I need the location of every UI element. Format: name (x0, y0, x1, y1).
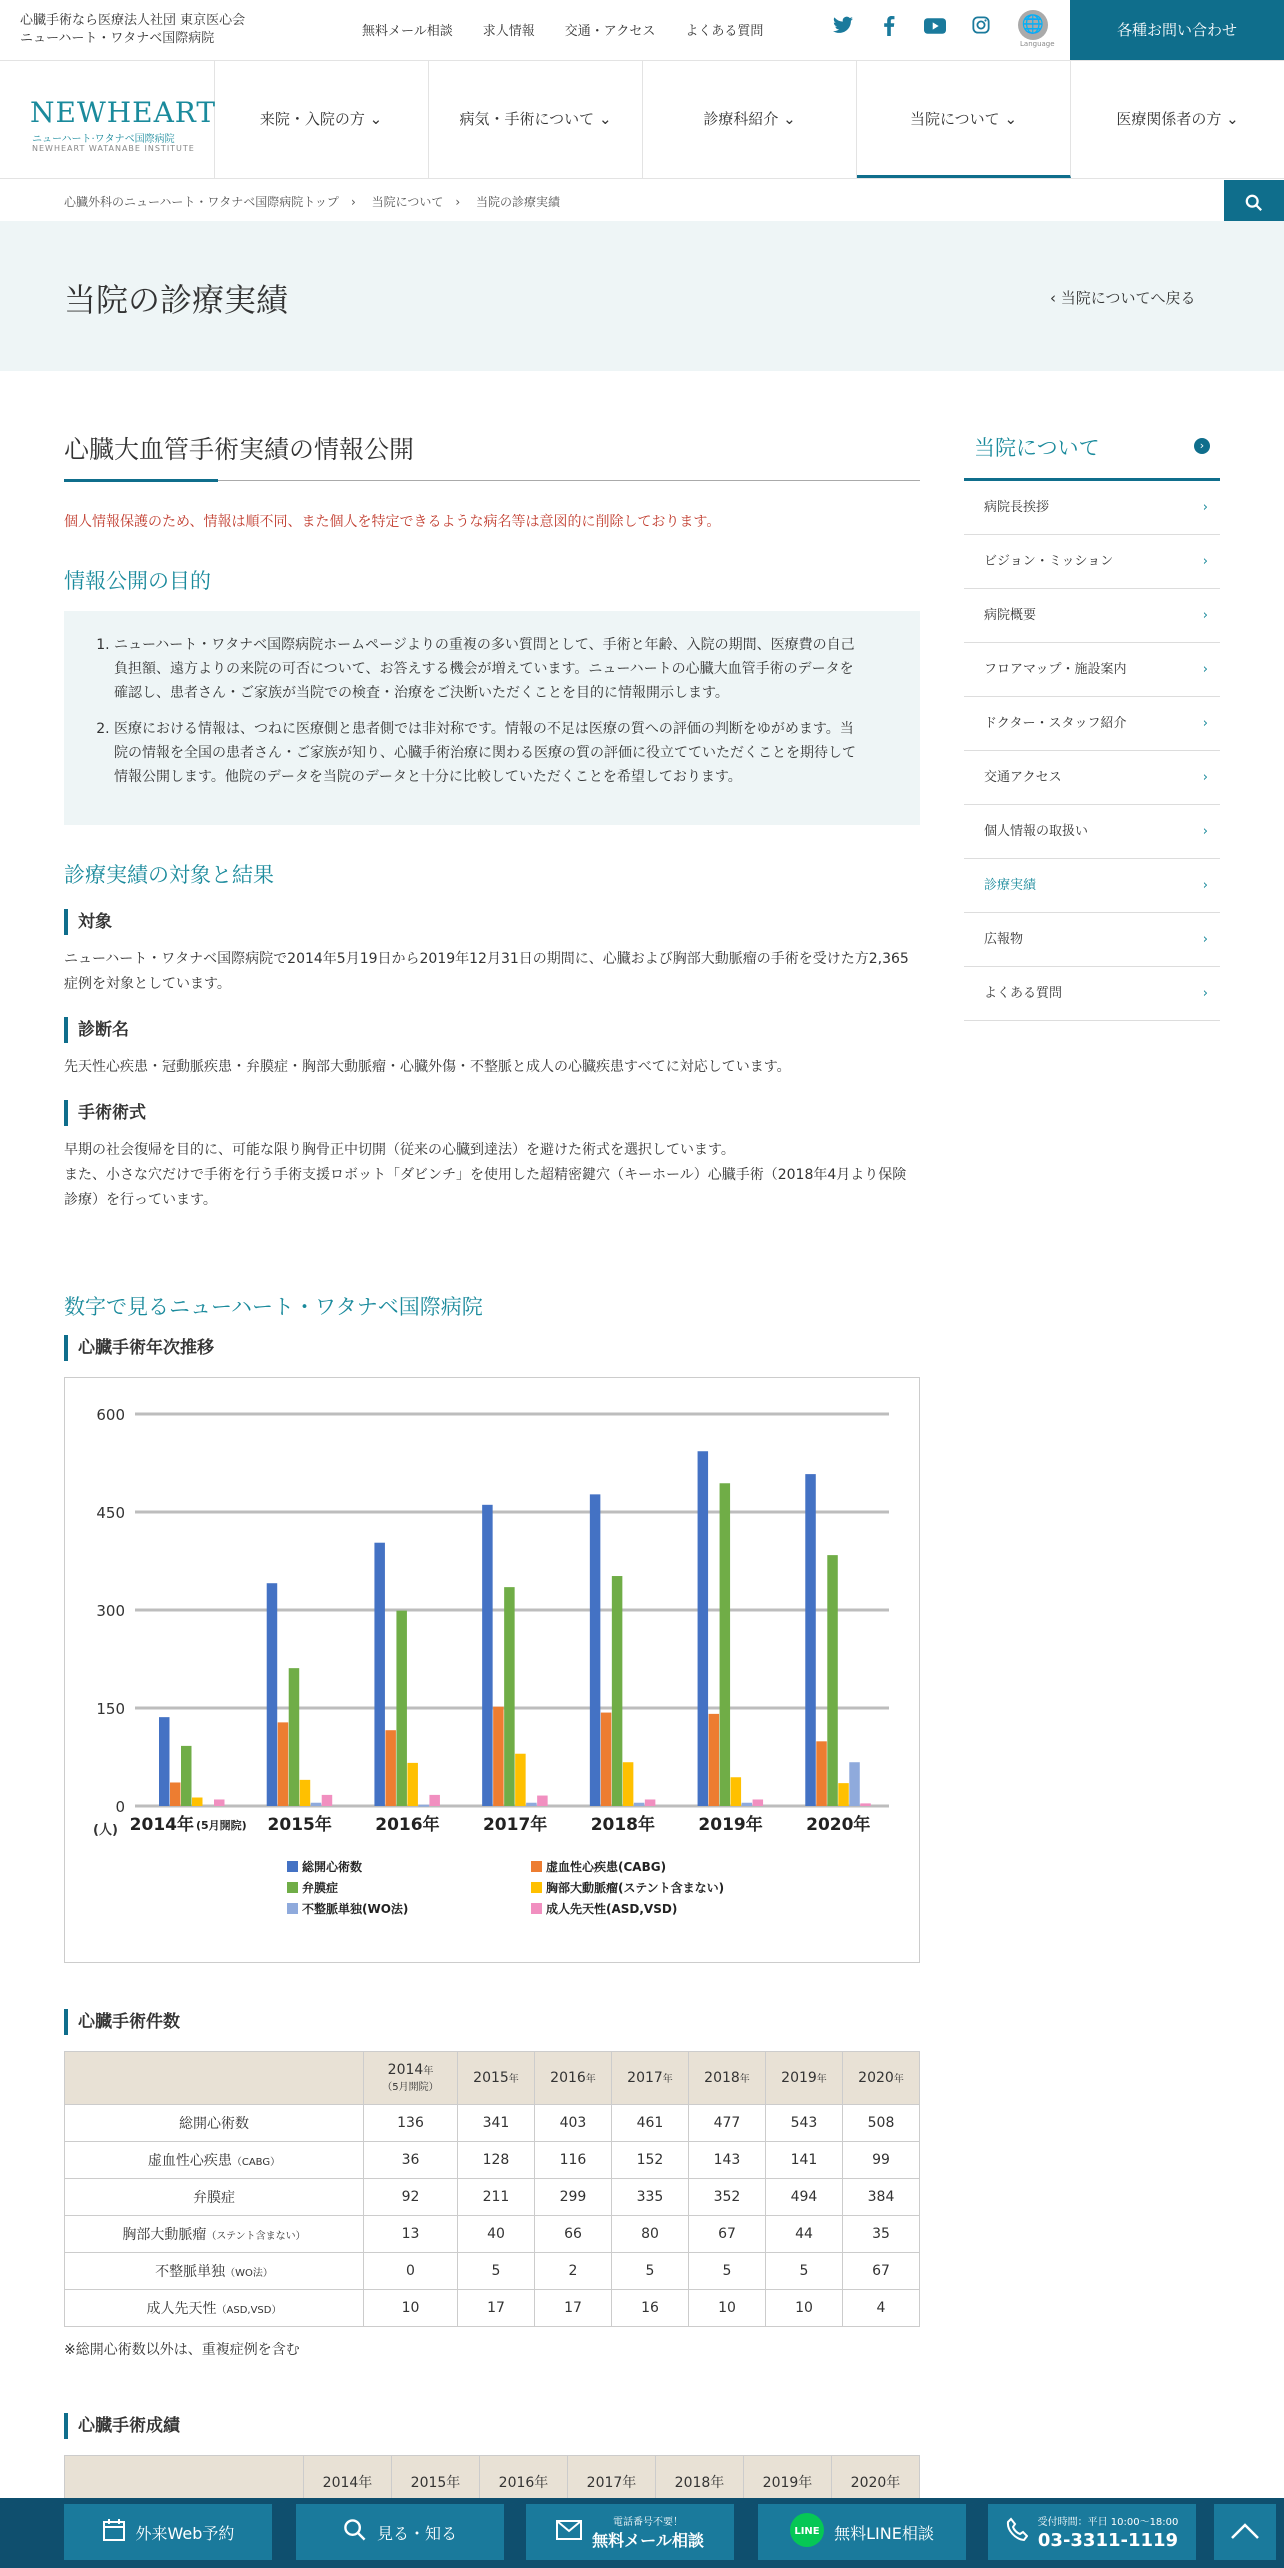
page-hero (0, 221, 1284, 371)
year-suffix: 年 (423, 2066, 434, 2077)
chart-bar (322, 1795, 333, 1806)
privacy-notice: 個人情報保護のため、情報は順不同、また個人を特定できるような病名等は意図的に削除しております。 (64, 514, 721, 530)
legend-swatch (287, 1861, 298, 1872)
legend-swatch (287, 1882, 298, 1893)
diagnosis-text: 先天性心疾患・冠動脈疾患・弁膜症・胸部大動脈瘤・心臓外傷・不整脈と成人の心臓疾患すべてに対応しています。 (64, 1059, 791, 1075)
nav-label: 来院・入院の方 (259, 110, 365, 128)
sidebar-item-label: 個人情報の取扱い (984, 824, 1089, 839)
chevron-right-icon: › (1202, 500, 1208, 515)
chevron-right-icon: › (1202, 554, 1208, 569)
sidebar-item-label: 診療実績 (984, 878, 1037, 893)
table-cell: 141 (765, 2142, 842, 2179)
table-cell: 2 (534, 2253, 611, 2290)
legend-swatch (531, 1882, 542, 1893)
top-link-faq[interactable]: よくある質問 (685, 24, 764, 39)
row-label (65, 2142, 364, 2179)
table-cell: 477 (688, 2105, 765, 2142)
table-cell: 5 (457, 2253, 534, 2290)
breadcrumb-current: 当院の診療実績 (475, 195, 560, 209)
line-consult-button[interactable] (758, 2504, 966, 2560)
year-value: 2020 (858, 2070, 894, 2086)
table-cell: 10 (364, 2290, 458, 2327)
chart-bar (720, 1483, 731, 1806)
mail-consult-text (592, 2514, 704, 2550)
table-cell: 92 (364, 2179, 458, 2216)
phone-text (1038, 2514, 1179, 2550)
table-cell: 10 (688, 2290, 765, 2327)
back-link-label: 当院についてへ戻る (1060, 289, 1196, 307)
chart-bar (407, 1763, 418, 1806)
chart-bar (537, 1796, 548, 1806)
chart-bar (827, 1555, 838, 1806)
row-label-text: 弁膜症 (193, 2190, 235, 2206)
table-year-header (611, 2052, 688, 2105)
chart-bar (838, 1783, 849, 1806)
table-footnote: ※総開心術数以外は、重複症例を含む (64, 2342, 300, 2358)
org-line-2: ニューハート・ワタナベ国際病院 (20, 31, 215, 46)
legend-label: 胸部大動脈瘤(ステント含まない) (546, 1881, 725, 1895)
outcomes-year-header: 2016年 (480, 2456, 568, 2509)
table-cell: 17 (457, 2290, 534, 2327)
year-value: 2014 (387, 2062, 424, 2078)
table-cell: 99 (842, 2142, 919, 2179)
outcomes-year-header: 2018年 (656, 2456, 744, 2509)
year-suffix: 年 (816, 2074, 827, 2085)
table-cell: 116 (534, 2142, 611, 2179)
y-tick-label: 300 (96, 1602, 125, 1620)
table-row (65, 2179, 920, 2216)
purpose-item: 2. 医療における情報は、つねに医療側と患者側では非対称です。情報の不足は医療の質への評価の判断をゆがめます。当院の情報を全国の患者さん・ご家族が知り、心臓手術治療に関わる医療の質の評価に役立てていただくことを期待して情報公開します。他院のデータを当院のデータと十分に比較していただくことを希望しております。 (114, 717, 866, 789)
chart-bar (709, 1714, 720, 1806)
table-cell: 461 (611, 2105, 688, 2142)
chevron-down-icon: ⌄ (783, 110, 796, 128)
top-link-jobs[interactable]: 求人情報 (482, 24, 535, 39)
outcomes-year-header: 2019年 (744, 2456, 832, 2509)
chevron-left-icon: ‹ (1050, 289, 1056, 307)
nav-label: 医療関係者の方 (1116, 110, 1222, 128)
table-cell: 80 (611, 2216, 688, 2253)
year-note: （5月開院） (382, 2082, 439, 2093)
chart-bar (731, 1777, 742, 1806)
mail-consult-button[interactable] (526, 2504, 734, 2560)
x-tick-label: 2015年 (267, 1815, 332, 1835)
sidebar-item-label: 交通アクセス (984, 770, 1062, 785)
phone-button[interactable] (988, 2504, 1196, 2560)
technique-heading: 手術術式 (64, 1100, 920, 1126)
nav-departments[interactable] (643, 60, 857, 178)
chevron-right-icon: › (1202, 878, 1208, 893)
table-year-header (534, 2052, 611, 2105)
table-year-header (364, 2052, 458, 2105)
chart-bar (267, 1583, 278, 1806)
chart-bar (645, 1799, 656, 1806)
contact-button[interactable]: 各種お問い合わせ (1070, 0, 1284, 60)
surgery-chart-svg (65, 1378, 919, 1962)
chart-bar (742, 1803, 753, 1806)
year-value: 2017 (627, 2070, 663, 2086)
legend-swatch (287, 1903, 298, 1914)
x-tick-label: 2019年 (698, 1815, 763, 1835)
numbers-heading: 数字で見るニューハート・ワタナベ国際病院 (64, 1295, 483, 1319)
sidebar-item-label: よくある質問 (984, 986, 1063, 1001)
chart-bar (753, 1799, 764, 1806)
year-suffix: 年 (508, 2074, 519, 2085)
table-cell: 341 (457, 2105, 534, 2142)
top-link-access[interactable]: 交通・アクセス (564, 24, 656, 39)
sidebar-item-label: 病院概要 (984, 608, 1037, 623)
table-cell: 352 (688, 2179, 765, 2216)
logo-main-text: NEWHEART (30, 96, 217, 129)
year-value: 2018 (704, 2070, 740, 2086)
line-consult-label: 無料LINE相談 (834, 2523, 934, 2543)
chart-bar (300, 1780, 311, 1806)
sidebar-title-label: 当院について (974, 436, 1100, 460)
table-cell: 543 (765, 2105, 842, 2142)
x-tick-label: 2018年 (590, 1815, 656, 1835)
chevron-right-icon: › (1202, 986, 1208, 1001)
org-line-1: 心臓手術なら医療法人社団 東京医心会 (20, 13, 246, 28)
legend-label: 虚血性心疾患(CABG) (546, 1860, 667, 1874)
site-logo[interactable] (0, 60, 215, 178)
sidebar-item-label: ドクター・スタッフ紹介 (984, 716, 1127, 731)
table-cell: 16 (611, 2290, 688, 2327)
row-label-text: 成人先天性 (146, 2301, 217, 2317)
chart-bar (805, 1474, 816, 1806)
chevron-right-icon: › (1202, 770, 1208, 785)
purpose-box (64, 611, 920, 825)
chevron-right-icon: › (1202, 608, 1208, 623)
table-cell: 335 (611, 2179, 688, 2216)
table-heading: 心臓手術件数 (64, 2009, 920, 2035)
table-cell: 5 (688, 2253, 765, 2290)
chart-bar (214, 1799, 225, 1806)
twitter-icon[interactable] (830, 16, 856, 42)
sidebar-item-label: 広報物 (984, 932, 1024, 947)
sidebar-item[interactable] (964, 481, 1220, 535)
year-suffix: 年 (585, 2074, 596, 2085)
breadcrumb-about[interactable]: 当院について (371, 195, 444, 209)
chart-bar (612, 1576, 623, 1806)
table-cell: 152 (611, 2142, 688, 2179)
phone-hours: 受付時間：平日 10:00～18:00 (1037, 2517, 1179, 2528)
target-text: ニューハート・ワタナベ国際病院で2014年5月19日から2019年12月31日の期間に、心臓および胸部大動脈瘤の手術を受けた方2,365症例を対象としています。 (64, 951, 909, 992)
technique-text (64, 1138, 920, 1213)
technique-text-1: 早期の社会復帰を目的に、可能な限り胸骨正中切開（従来の心臓到達法）を避けた術式を選択しています。 (64, 1142, 735, 1158)
chevron-right-icon: › (1202, 824, 1208, 839)
row-label (65, 2105, 364, 2142)
surgery-count-table (64, 2051, 920, 2327)
diagnosis-heading: 診断名 (64, 1017, 920, 1043)
chart-bar (816, 1741, 827, 1806)
table-year-header (765, 2052, 842, 2105)
calendar-icon (102, 2518, 126, 2547)
language-globe-icon[interactable]: 🌐 (1018, 10, 1048, 40)
mail-consult-label: 無料メール相談 (592, 2531, 704, 2550)
chart-bar (634, 1803, 645, 1806)
main-content (64, 370, 920, 2509)
nav-label: 当院について (909, 110, 1000, 128)
sidebar-item[interactable] (964, 967, 1220, 1021)
web-reservation-button[interactable] (64, 2504, 272, 2560)
sidebar-item[interactable] (964, 913, 1220, 967)
chart-bar (385, 1730, 396, 1806)
nav-label: 病気・手術について (459, 110, 595, 128)
logo-en-text: NEWHEART WATANABE INSTITUTE (32, 144, 195, 153)
x-tick-label: 2020年 (806, 1815, 871, 1835)
web-reservation-label: 外来Web予約 (135, 2523, 235, 2543)
sidebar-item[interactable] (964, 697, 1220, 751)
chart-bar (860, 1803, 871, 1806)
table-cell: 136 (364, 2105, 458, 2142)
purpose-heading: 情報公開の目的 (64, 569, 211, 593)
chevron-right-circle-icon: › (1194, 438, 1210, 454)
sidebar (964, 420, 1220, 1021)
chevron-right-icon: › (1202, 932, 1208, 947)
search-icon (1245, 196, 1263, 217)
table-cell: 36 (364, 2142, 458, 2179)
chart-bar (493, 1707, 504, 1806)
sidebar-item[interactable] (964, 805, 1220, 859)
row-label (65, 2216, 364, 2253)
logo-jp-text: ニューハート·ワタナベ国際病院 (32, 134, 175, 145)
sidebar-item-label: フロアマップ・施設案内 (984, 662, 1127, 677)
chevron-right-icon: › (1202, 662, 1208, 677)
target-heading: 対象 (64, 909, 920, 935)
svg-text:LINE: LINE (794, 2525, 820, 2537)
nav-professionals[interactable] (1071, 60, 1284, 178)
outcomes-year-header: 2014年 (304, 2456, 392, 2509)
row-label (65, 2179, 364, 2216)
chart-bar (526, 1803, 537, 1806)
year-suffix: 年 (893, 2074, 904, 2085)
chart-bar (849, 1762, 860, 1806)
sidebar-item[interactable] (964, 535, 1220, 589)
search-icon (343, 2518, 367, 2547)
chart-bar (698, 1451, 709, 1806)
table-cell: 67 (842, 2253, 919, 2290)
purpose-item: 1. ニューハート・ワタナベ国際病院ホームページよりの重複の多い質問として、手術と年齢、入院の期間、医療費の自己負担額、遠方よりの来院の可否について、お答えする機会が増えています。ニューハートの心臓大血管手術のデータを確認し、患者さん・ご家族が当院での検査・治療をご決断いただくことを目的に情報開示します。 (114, 633, 866, 705)
youtube-icon[interactable] (922, 16, 948, 42)
chart-bar (601, 1713, 612, 1806)
chart-bar (429, 1795, 440, 1806)
table-year-header (842, 2052, 919, 2105)
facebook-icon[interactable] (876, 16, 902, 42)
chevron-down-icon: ⌄ (1226, 110, 1239, 128)
row-label-sub: （CABG） (231, 2157, 281, 2168)
table-cell: 5 (611, 2253, 688, 2290)
x-tick-label: 2014年 (129, 1815, 194, 1835)
table-year-header (457, 2052, 534, 2105)
y-tick-label: 150 (96, 1700, 125, 1718)
table-header-row (65, 2052, 920, 2105)
table-cell: 494 (765, 2179, 842, 2216)
phone-icon (1006, 2517, 1028, 2548)
outcomes-year-header: 2015年 (392, 2456, 480, 2509)
table-cell: 211 (457, 2179, 534, 2216)
table-cell: 384 (842, 2179, 919, 2216)
chart-bar (181, 1746, 192, 1806)
table-cell: 403 (534, 2105, 611, 2142)
mail-consult-sublabel: 電話番号不要！ (613, 2517, 683, 2528)
row-label-text: 総開心術数 (179, 2116, 249, 2132)
page-title: 当院の診療実績 (64, 281, 289, 319)
x-tick-label: 2017年 (482, 1815, 548, 1835)
bottom-bar (0, 2498, 1284, 2568)
outcomes-year-header: 2017年 (568, 2456, 656, 2509)
table-row (65, 2216, 920, 2253)
chart-bar (159, 1717, 170, 1806)
chart-bar (192, 1798, 203, 1806)
surgery-chart (64, 1377, 920, 1963)
row-label-sub: （ステント含まない） (206, 2231, 306, 2242)
legend-label: 弁膜症 (302, 1881, 339, 1895)
chart-bar (289, 1668, 300, 1806)
year-suffix: 年 (662, 2074, 673, 2085)
sidebar-item[interactable] (964, 643, 1220, 697)
nav-diseases[interactable] (429, 60, 643, 178)
table-cell: 4 (842, 2290, 919, 2327)
table-cell: 299 (534, 2179, 611, 2216)
chart-bar (278, 1722, 289, 1806)
table-cell: 40 (457, 2216, 534, 2253)
top-links (362, 20, 793, 39)
yearly-heading: 心臓手術年次推移 (64, 1335, 920, 1361)
table-cell: 10 (765, 2290, 842, 2327)
table-row (65, 2105, 920, 2142)
row-label-sub: （WO法） (225, 2268, 273, 2279)
sidebar-item-label: 病院長挨拶 (984, 500, 1050, 515)
table-cell: 0 (364, 2253, 458, 2290)
results-heading: 診療実績の対象と結果 (64, 863, 274, 887)
chart-bar (590, 1494, 601, 1806)
back-link[interactable] (1050, 287, 1195, 308)
main-nav (0, 60, 1284, 179)
row-label (65, 2253, 364, 2290)
nav-label: 診療科紹介 (703, 110, 779, 128)
first-category-note: (5月開院) (196, 1819, 247, 1832)
sidebar-title[interactable] (964, 420, 1220, 481)
chart-bar (396, 1611, 407, 1806)
chart-bar (482, 1505, 493, 1806)
instagram-icon[interactable] (968, 16, 994, 42)
row-label-text: 不整脈単独 (155, 2264, 226, 2280)
chart-bar (311, 1803, 322, 1806)
chart-bar (418, 1805, 429, 1807)
y-tick-label: 600 (96, 1406, 125, 1424)
table-cell: 66 (534, 2216, 611, 2253)
row-label-text: 胸部大動脈瘤 (122, 2227, 207, 2243)
table-row (65, 2142, 920, 2179)
chart-bar (374, 1543, 385, 1806)
x-tick-label: 2016年 (375, 1815, 440, 1835)
table-cell: 13 (364, 2216, 458, 2253)
legend-label: 総開心術数 (302, 1860, 363, 1874)
legend-swatch (531, 1861, 542, 1872)
table-row (65, 2290, 920, 2327)
chart-bar (623, 1762, 634, 1806)
outcomes-heading: 心臓手術成績 (64, 2413, 920, 2439)
scroll-top-button[interactable] (1214, 2504, 1276, 2560)
legend-label: 成人先天性(ASD,VSD) (546, 1902, 678, 1916)
chart-bar (504, 1587, 514, 1806)
row-label-sub: （ASD,VSD） (216, 2305, 282, 2316)
chevron-right-icon: › (1202, 716, 1208, 731)
section-title: 心臓大血管手術実績の情報公開 (64, 430, 920, 481)
chart-bar (515, 1754, 526, 1806)
table-cell: 128 (457, 2142, 534, 2179)
view-learn-label: 見る・知る (376, 2523, 457, 2543)
top-link-mail[interactable]: 無料メール相談 (362, 24, 453, 39)
chevron-right-icon: › (350, 195, 356, 209)
chart-bar (170, 1782, 181, 1806)
technique-text-2: また、小さな穴だけで手術を行う手術支援ロボット「ダビンチ」を使用した超精密鍵穴（キーホール）心臓手術（2018年4月より保険診療）を行っています。 (64, 1167, 907, 1208)
top-bar (0, 0, 1284, 61)
legend-swatch (531, 1903, 542, 1914)
table-row (65, 2253, 920, 2290)
table-corner (65, 2052, 364, 2105)
year-suffix: 年 (739, 2074, 750, 2085)
year-value: 2015 (473, 2070, 509, 2086)
row-label (65, 2290, 364, 2327)
chevron-up-icon (1230, 2522, 1260, 2540)
sidebar-item[interactable] (964, 589, 1220, 643)
organization-name[interactable] (20, 12, 245, 48)
nav-visitors[interactable] (214, 60, 429, 178)
year-value: 2016 (550, 2070, 586, 2086)
language-label: Language (1020, 40, 1055, 48)
breadcrumb (64, 193, 572, 210)
y-tick-label: 0 (115, 1798, 125, 1816)
y-tick-label: 450 (96, 1504, 125, 1522)
table-cell: 508 (842, 2105, 919, 2142)
sidebar-item[interactable] (964, 859, 1220, 913)
nav-about[interactable] (857, 60, 1071, 178)
table-cell: 5 (765, 2253, 842, 2290)
chevron-down-icon: ⌄ (1004, 110, 1018, 128)
chevron-right-icon: › (455, 195, 461, 209)
legend-label: 不整脈単独(WO法) (302, 1902, 409, 1916)
sidebar-items (964, 481, 1220, 1021)
table-cell: 67 (688, 2216, 765, 2253)
view-learn-button[interactable] (296, 2504, 504, 2560)
outcomes-year-header: 2020年 (832, 2456, 920, 2509)
sidebar-item[interactable] (964, 751, 1220, 805)
line-icon (790, 2513, 824, 2552)
table-year-header (688, 2052, 765, 2105)
year-value: 2019 (781, 2070, 817, 2086)
social-links (830, 16, 1014, 42)
mail-icon (556, 2520, 582, 2545)
chevron-down-icon: ⌄ (369, 110, 383, 128)
sidebar-item-label: ビジョン・ミッション (984, 554, 1114, 569)
table-cell: 17 (534, 2290, 611, 2327)
y-unit-label: (人) (93, 1823, 118, 1838)
table-cell: 35 (842, 2216, 919, 2253)
phone-number: 03-3311-1119 (1037, 2530, 1179, 2551)
table-cell: 143 (688, 2142, 765, 2179)
breadcrumb-home[interactable]: 心臓外科のニューハート・ワタナベ国際病院トップ (64, 195, 339, 209)
table-cell: 44 (765, 2216, 842, 2253)
row-label-text: 虚血性心疾患 (147, 2153, 232, 2169)
chevron-down-icon: ⌄ (598, 110, 612, 128)
